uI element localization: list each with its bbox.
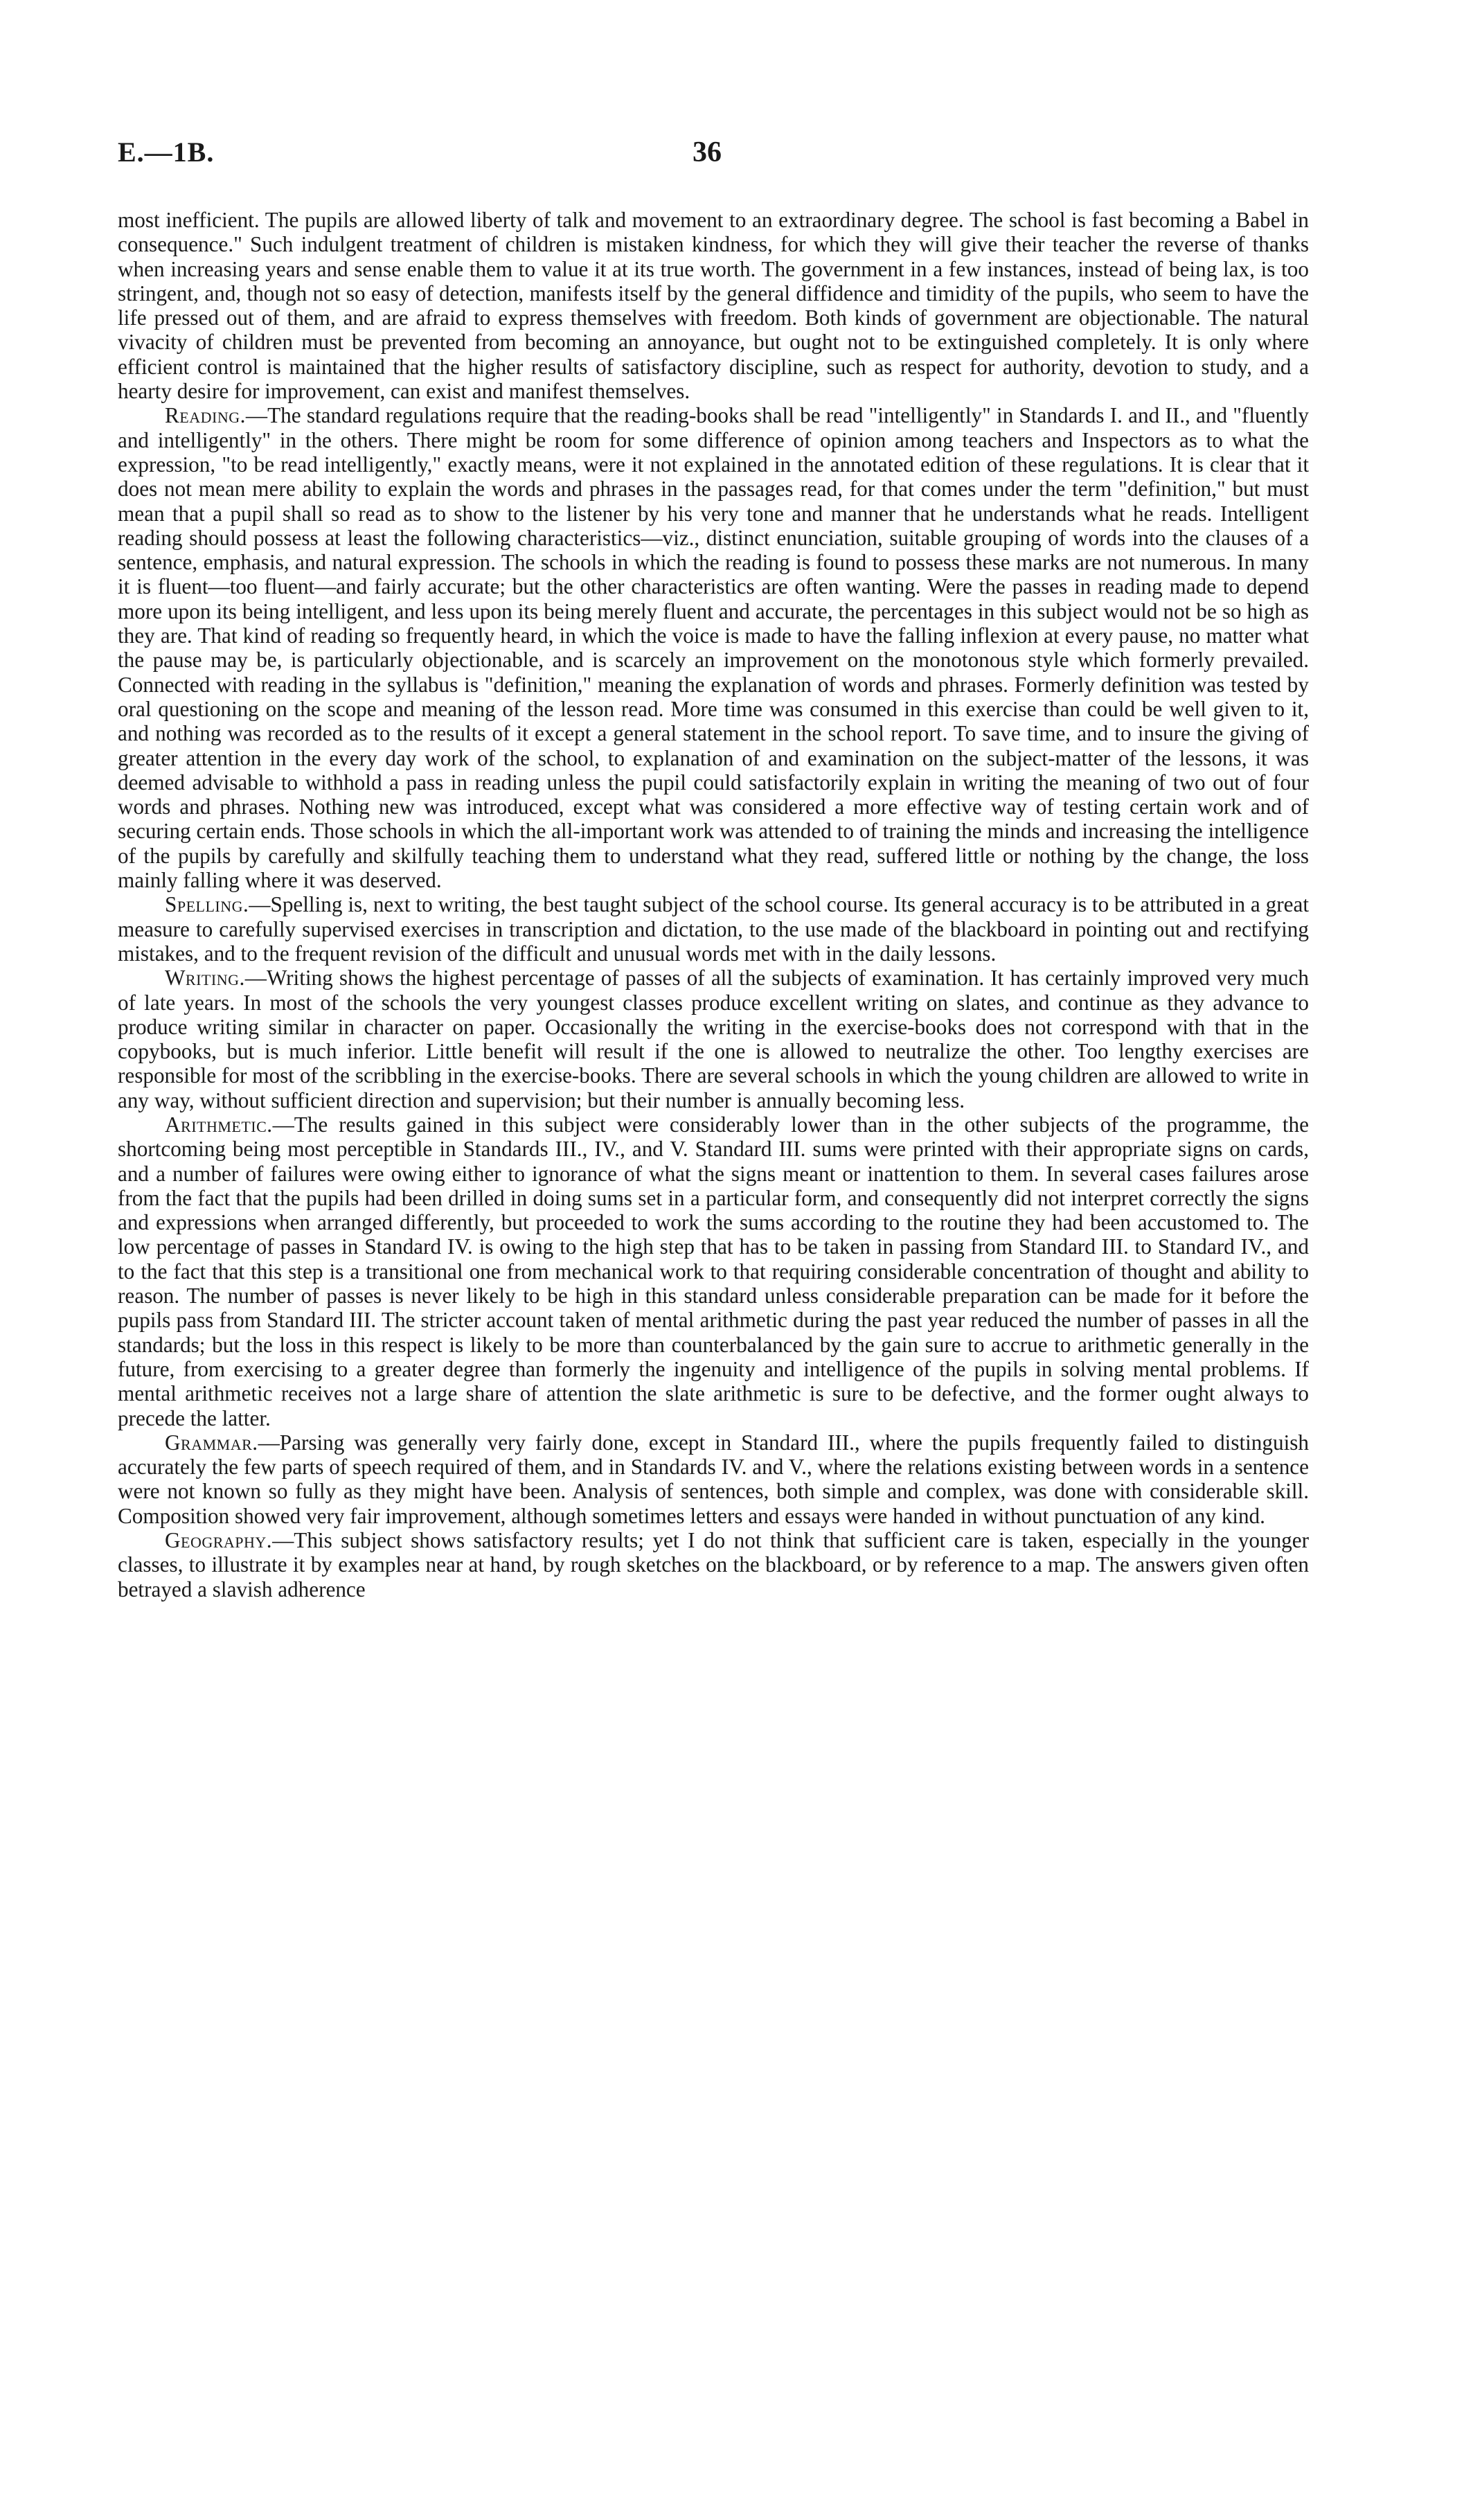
paragraph-geography	[118, 1528, 1309, 1601]
report-body	[118, 208, 1309, 1601]
paragraph-reading	[118, 403, 1309, 892]
paragraph-text: most inefficient. The pupils are allowed liberty of talk and movement to an extraordinary degree. The school is fast becoming a Babel in consequence." Such indulgent treatment of children is mistaken kindness, for which they will give their teacher the reverse of thanks when increasing years and sense enable them to value it at its true worth. The government in a few instances, instead of being lax, is too stringent, and, though not so easy of detection, manifests itself by the general diffidence and timidity of the pupils, who seem to have the life pressed out of them, and are afraid to express themselves with freedom. Both kinds of government are objectionable. The natural vivacity of children must be prevented from becoming an annoyance, but ought not to be extinguished completely. It is only where efficient control is maintained that the higher results of satisfactory discipline, such as respect for authority, devotion to study, and a hearty desire for improvement, can exist and manifest themselves.	[118, 208, 1309, 404]
paragraph-spelling	[118, 892, 1309, 966]
paragraph-arithmetic	[118, 1112, 1309, 1430]
page-header	[118, 136, 1309, 177]
document-reference: E.—1B.	[118, 136, 215, 168]
paragraph-discipline-continued	[118, 208, 1309, 403]
section-heading-spelling: Spelling.	[165, 892, 249, 917]
section-heading-writing: Writing.	[165, 966, 245, 991]
paragraph-text: —Parsing was generally very fairly done, except in Standard III., where the pupils frequently failed to distinguish accurately the few parts of speech required of them, and in Standards IV. and V., where the relations existing between words in a sentence were not known so fully as they might have been. Analysis of sentences, both simple and complex, was done with considerable skill. Composition showed very fair improvement, although sometimes letters and essays were handed in without punctuation of any kind.	[118, 1430, 1309, 1528]
section-heading-geography: Geography.	[165, 1528, 273, 1553]
paragraph-grammar	[118, 1430, 1309, 1528]
paragraph-text: —This subject shows satisfactory results; yet I do not think that sufficient care is taken, especially in the younger classes, to illustrate it by examples near at hand, by rough sketches on the blackboard, or by reference to a map. The answers given often betrayed a slavish adherence	[118, 1528, 1309, 1601]
section-heading-arithmetic: Arithmetic.	[165, 1112, 273, 1137]
paragraph-text: —Writing shows the highest percentage of passes of all the subjects of examination. It has certainly improved very much of late years. In most of the schools the very youngest classes produce excellent writing on slates, and continue as they advance to produce writing similar in character on paper. Occasionally the writing in the exercise-books does not correspond with that in the copybooks, but is much inferior. Little benefit will result if the one is allowed to neutralize the other. Too lengthy exercises are responsible for most of the scribbling in the exercise-books. There are several schools in which the young children are allowed to write in any way, without sufficient direction and supervision; but their number is annually becoming less.	[118, 966, 1309, 1112]
paragraph-text: —The standard regulations require that the reading-books shall be read "intelligently" in Standards I. and II., and "fluently and intelligently" in the others. There might be room for some difference of opinion among teachers and Inspectors as to what the expression, "to be read intelligently," exactly means, were it not explained in the annotated edition of these regulations. It is clear that it does not mean mere ability to explain the words and phrases in the passages read, for that comes under the term "definition," but must mean that a pupil shall so read as to show to the listener by his very tone and manner that he understands what he reads. Intelligent reading should possess at least the following characteristics—viz., distinct enunciation, suitable grouping of words into the clauses of a sentence, emphasis, and natural expression. The schools in which the reading is found to possess these marks are not numerous. In many it is fluent—too fluent—and fairly accurate; but the other characteristics are often wanting. Were the passes in reading made to depend more upon its being intelligent, and less upon its being merely fluent and accurate, the percentages in this subject would not be so high as they are. That kind of reading so frequently heard, in which the voice is made to have the falling inflexion at every pause, no matter what the pause may be, is particularly objectionable, and is scarcely an improvement on the monotonous style which formerly prevailed. Connected with reading in the syllabus is "definition," meaning the explanation of words and phrases. Formerly definition was tested by oral questioning on the scope and meaning of the lesson read. More time was consumed in this exercise than could be well given to it, and nothing was recorded as to the results of it except a general statement in the school report. To save time, and to insure the giving of greater attention in the every day work of the school, to explanation of and examination on the subject-matter of the lessons, it was deemed advisable to withhold a pass in reading unless the pupil could satisfactorily explain in writing the meaning of two out of four words and phrases. Nothing new was introduced, except what was considered a more effective way of testing certain work and of securing certain ends. Those schools in which the all-important work was attended to of training the minds and increasing the intelligence of the pupils by carefully and skilfully teaching them to understand what they read, suffered little or nothing by the change, the loss mainly falling where it was deserved.	[118, 403, 1309, 893]
section-heading-grammar: Grammar.	[165, 1430, 258, 1455]
paragraph-writing	[118, 966, 1309, 1112]
paragraph-text: —The results gained in this subject were considerably lower than in the other subjects of the programme, the shortcoming being most perceptible in Standards III., IV., and V. Standard III. sums were printed with their appropriate signs on cards, and a number of failures were owing either to ignorance of what the signs meant or inattention to them. In several cases failures arose from the fact that the pupils had been drilled in doing sums set in a particular form, and consequently did not interpret correctly the signs and expressions when arranged differently, but proceeded to work the sums according to the routine they had been accustomed to. The low percentage of passes in Standard IV. is owing to the high step that has to be taken in passing from Standard III. to Standard IV., and to the fact that this step is a transitional one from mechanical work to that requiring considerable concentration of thought and ability to reason. The number of passes is never likely to be high in this standard unless considerable preparation can be made for it before the pupils pass from Standard III. The stricter account taken of mental arithmetic during the past year reduced the number of passes in all the standards; but the loss in this respect is likely to be more than counterbalanced by the gain sure to accrue to arithmetic generally in the future, from exercising to a greater degree than formerly the ingenuity and intelligence of the pupils in solving mental problems. If mental arithmetic receives not a large share of attention the slate arithmetic is sure to be defective, and the former ought always to precede the latter.	[118, 1112, 1309, 1430]
page-number: 36	[693, 136, 722, 168]
section-heading-reading: Reading.	[165, 403, 246, 428]
paragraph-text: —Spelling is, next to writing, the best taught subject of the school course. Its general accuracy is to be attributed in a great measure to carefully supervised exercises in transcription and dictation, to the use made of the blackboard in pointing out and rectifying mistakes, and to the frequent revision of the difficult and unusual words met with in the daily lessons.	[118, 892, 1309, 966]
